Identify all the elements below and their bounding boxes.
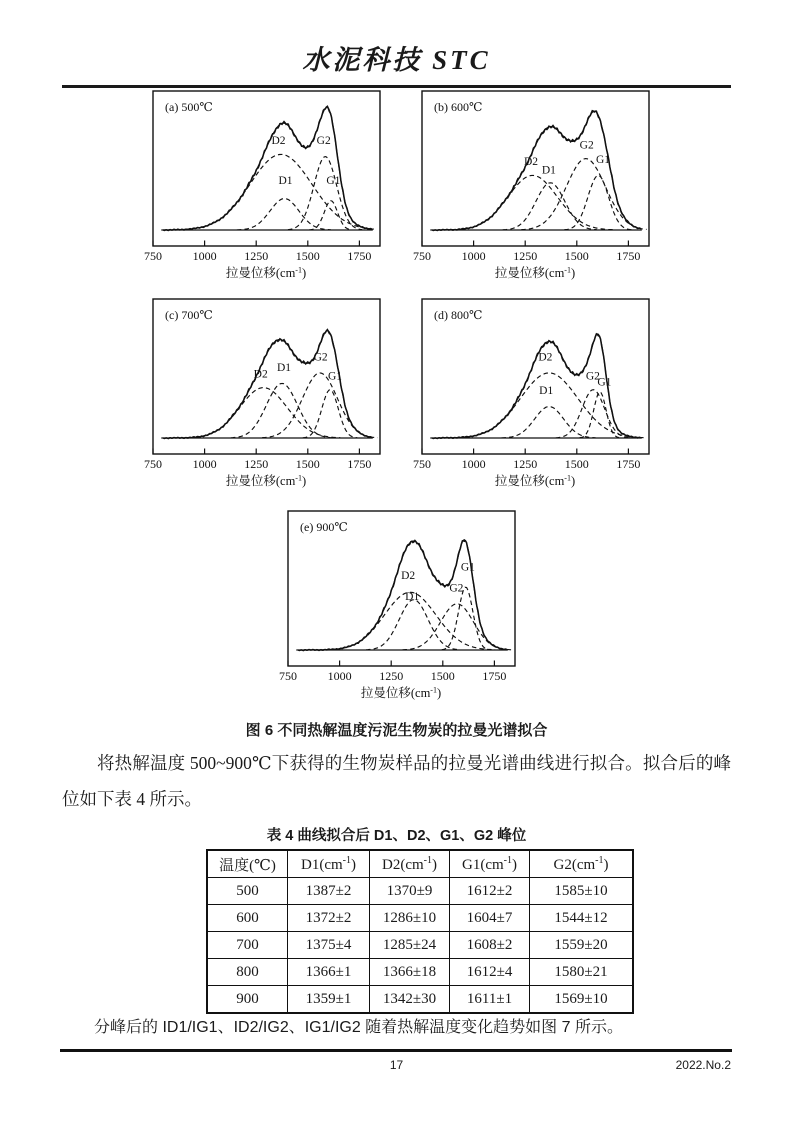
raman-spectrum-chart-900c bbox=[262, 509, 532, 705]
svg-text:1500: 1500 bbox=[295, 249, 320, 263]
table-header-cell: $G1(cm^{-1})$ bbox=[450, 850, 530, 878]
svg-text:1750: 1750 bbox=[482, 669, 507, 683]
svg-text:1000: 1000 bbox=[192, 457, 217, 471]
raman-spectrum-chart-500c bbox=[127, 89, 397, 285]
table-cell: 1569±10 bbox=[530, 986, 634, 1014]
svg-text:1000: 1000 bbox=[461, 249, 486, 263]
table-cell: 1285±24 bbox=[370, 932, 450, 959]
table-cell: 1370±9 bbox=[370, 878, 450, 905]
svg-text:1500: 1500 bbox=[564, 249, 589, 263]
journal-title: 水泥科技 STC bbox=[302, 45, 491, 75]
svg-text:1250: 1250 bbox=[513, 249, 538, 263]
table-cell: 1359±1 bbox=[288, 986, 370, 1014]
svg-text:750: 750 bbox=[144, 249, 162, 263]
table-title: 表 4 曲线拟合后 D1、D2、G1、G2 峰位 bbox=[266, 828, 527, 844]
svg-text:750: 750 bbox=[144, 457, 162, 471]
table-header-cell: 温度(℃) bbox=[207, 850, 288, 878]
table-cell: 1604±7 bbox=[450, 905, 530, 932]
svg-text:D1: D1 bbox=[539, 385, 554, 398]
svg-text:1000: 1000 bbox=[327, 669, 352, 683]
svg-text:D2: D2 bbox=[523, 156, 539, 169]
svg-text:D2: D2 bbox=[253, 368, 268, 381]
svg-text:1250: 1250 bbox=[379, 669, 404, 683]
svg-text:拉曼位移(cm-1): 拉曼位移$(cm^{-1})$ bbox=[225, 265, 307, 280]
table-cell: 700 bbox=[207, 932, 288, 959]
svg-text:1500: 1500 bbox=[430, 669, 455, 683]
table-cell: 1559±20 bbox=[530, 932, 634, 959]
svg-text:G1: G1 bbox=[327, 370, 343, 383]
svg-text:G1: G1 bbox=[597, 376, 612, 389]
svg-text:(a) 500℃: (a) 500℃ bbox=[165, 100, 213, 114]
table-header-cell: $D1(cm^{-1})$ bbox=[288, 850, 370, 878]
table-header-cell: $G2(cm^{-1})$ bbox=[530, 850, 634, 878]
table-row bbox=[207, 959, 633, 986]
svg-text:拉曼位移(cm-1): 拉曼位移$(cm^{-1})$ bbox=[360, 685, 442, 700]
figure-caption: 图 6 不同热解温度污泥生物炭的拉曼光谱拟合 bbox=[245, 722, 548, 739]
svg-text:D1: D1 bbox=[405, 590, 420, 603]
table-cell: 600 bbox=[207, 905, 288, 932]
table-cell: 1608±2 bbox=[450, 932, 530, 959]
table-cell: 1366±18 bbox=[370, 959, 450, 986]
table-cell: 1375±4 bbox=[288, 932, 370, 959]
svg-text:1000: 1000 bbox=[461, 457, 486, 471]
table-cell: 1366±1 bbox=[288, 959, 370, 986]
header-rule bbox=[62, 85, 731, 88]
svg-text:(b) 600℃: (b) 600℃ bbox=[434, 100, 483, 114]
table-cell: 1387±2 bbox=[288, 878, 370, 905]
table-row bbox=[207, 932, 633, 959]
svg-text:G2: G2 bbox=[579, 139, 594, 152]
svg-text:1750: 1750 bbox=[347, 457, 372, 471]
table-cell: 1580±21 bbox=[530, 959, 634, 986]
table-cell: 1585±10 bbox=[530, 878, 634, 905]
svg-text:1250: 1250 bbox=[244, 249, 269, 263]
svg-text:拉曼位移(cm-1): 拉曼位移$(cm^{-1})$ bbox=[494, 473, 576, 488]
table-cell: 1286±10 bbox=[370, 905, 450, 932]
table-header-row bbox=[207, 850, 633, 878]
svg-text:G1: G1 bbox=[326, 175, 341, 187]
svg-text:G2: G2 bbox=[313, 351, 328, 364]
svg-text:D1: D1 bbox=[276, 362, 292, 374]
raman-spectrum-chart-600c bbox=[396, 89, 666, 285]
body-paragraph-1: 将热解温度 500~900℃下获得的生物炭样品的拉曼光谱曲线进行拟合。拟合后的峰位如下表 4 所示。 bbox=[62, 753, 731, 809]
svg-text:1750: 1750 bbox=[616, 457, 641, 471]
svg-text:G1: G1 bbox=[595, 154, 611, 166]
table-row bbox=[207, 905, 633, 932]
table-cell: 1612±4 bbox=[450, 959, 530, 986]
svg-text:1250: 1250 bbox=[244, 457, 269, 471]
table-row bbox=[207, 986, 633, 1014]
svg-text:G2: G2 bbox=[316, 135, 331, 148]
page-number: 17 bbox=[389, 1058, 404, 1072]
table-cell: 900 bbox=[207, 986, 288, 1014]
svg-text:(d) 800℃: (d) 800℃ bbox=[434, 308, 483, 322]
table-header-cell: $D2(cm^{-1})$ bbox=[370, 850, 450, 878]
svg-text:1750: 1750 bbox=[616, 249, 641, 263]
svg-text:750: 750 bbox=[279, 669, 297, 683]
svg-text:1000: 1000 bbox=[192, 249, 217, 263]
table-cell: 1372±2 bbox=[288, 905, 370, 932]
svg-text:1500: 1500 bbox=[295, 457, 320, 471]
raman-spectrum-chart-800c bbox=[396, 297, 666, 493]
svg-text:拉曼位移(cm-1): 拉曼位移$(cm^{-1})$ bbox=[494, 265, 576, 280]
svg-text:750: 750 bbox=[413, 457, 431, 471]
footer-rule bbox=[60, 1049, 732, 1052]
svg-text:750: 750 bbox=[413, 249, 431, 263]
svg-text:D2: D2 bbox=[538, 351, 553, 364]
svg-text:D1: D1 bbox=[278, 175, 293, 187]
svg-text:G2: G2 bbox=[449, 582, 464, 595]
svg-text:1250: 1250 bbox=[513, 457, 538, 471]
issue-label: 2022.No.2 bbox=[675, 1058, 731, 1072]
svg-text:D2: D2 bbox=[271, 135, 286, 148]
raman-spectrum-chart-700c bbox=[127, 297, 397, 493]
svg-text:D1: D1 bbox=[541, 164, 556, 177]
svg-text:D2: D2 bbox=[401, 569, 416, 582]
svg-text:1500: 1500 bbox=[564, 457, 589, 471]
peak-position-table bbox=[206, 849, 634, 1014]
svg-text:1750: 1750 bbox=[347, 249, 372, 263]
svg-text:(c) 700℃: (c) 700℃ bbox=[165, 308, 213, 322]
body-paragraph-2: 分峰后的 ID1/IG1、ID2/IG2、IG1/IG2 随着热解温度变化趋势如图 7 所示。 bbox=[94, 1019, 623, 1036]
table-cell: 800 bbox=[207, 959, 288, 986]
svg-text:G2: G2 bbox=[585, 370, 600, 383]
table-row bbox=[207, 878, 633, 905]
table-cell: 1611±1 bbox=[450, 986, 530, 1014]
svg-text:G1: G1 bbox=[460, 561, 475, 574]
svg-text:(e) 900℃: (e) 900℃ bbox=[300, 520, 348, 534]
table-cell: 1612±2 bbox=[450, 878, 530, 905]
svg-text:拉曼位移(cm-1): 拉曼位移$(cm^{-1})$ bbox=[225, 473, 307, 488]
table-cell: 1544±12 bbox=[530, 905, 634, 932]
table-cell: 1342±30 bbox=[370, 986, 450, 1014]
table-cell: 500 bbox=[207, 878, 288, 905]
